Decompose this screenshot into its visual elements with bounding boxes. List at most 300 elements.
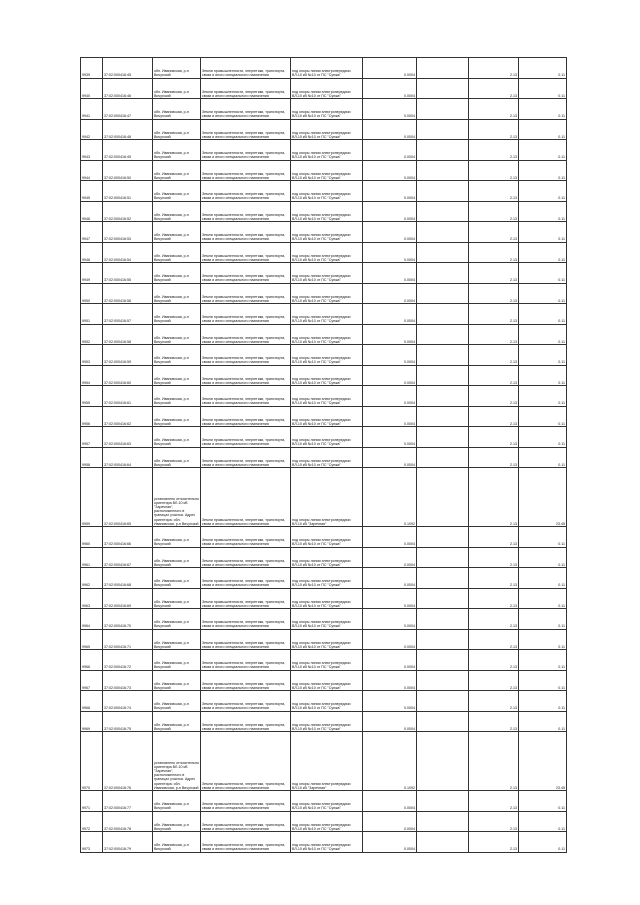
permitted-use-cell: под опоры линии электропередачи ВЛ-10 кВ №10 от ПС "Сунжа" (291, 119, 363, 140)
cadastral-number-cell: 37:02:000416:48 (103, 119, 153, 140)
cadastral-number-cell: 37:02:000416:53 (103, 222, 153, 243)
row-number-cell: 9945 (81, 181, 103, 202)
cadastral-number-cell: 37:02:000416:64 (103, 447, 153, 468)
sum-cell: 0.11 (519, 386, 567, 407)
area-cell: 0.0004 (363, 711, 417, 732)
empty-cell (417, 406, 469, 427)
rate-cell: 2.13 (469, 119, 519, 140)
table-row (81, 791, 567, 812)
row-number-cell: 9957 (81, 427, 103, 448)
area-cell: 0.0004 (363, 160, 417, 181)
empty-cell (417, 629, 469, 650)
empty-cell (417, 468, 469, 527)
rate-cell: 2.13 (469, 791, 519, 812)
land-category-cell: Земли промышленности, энергетики, транспорта, связи и иного специального назначения (201, 650, 291, 671)
permitted-use-cell: под опоры линии электропередачи ВЛ-10 кВ №10 от ПС "Сунжа" (291, 99, 363, 120)
empty-cell (417, 386, 469, 407)
empty-cell (417, 609, 469, 630)
rate-cell: 2.13 (469, 447, 519, 468)
table-row (81, 386, 567, 407)
rate-cell: 2.13 (469, 386, 519, 407)
area-cell: 0.0004 (363, 447, 417, 468)
area-cell: 0.0004 (363, 181, 417, 202)
rate-cell: 2.13 (469, 365, 519, 386)
land-category-cell: Земли промышленности, энергетики, транспорта, связи и иного специального назначения (201, 181, 291, 202)
area-cell: 0.0004 (363, 99, 417, 120)
land-category-cell: Земли промышленности, энергетики, транспорта, связи и иного специального назначения (201, 99, 291, 120)
rate-cell: 2.13 (469, 181, 519, 202)
row-number-cell: 9960 (81, 527, 103, 548)
permitted-use-cell: под опоры линии электропередачи ВЛ-10 кВ №10 от ПС "Сунжа" (291, 691, 363, 712)
address-cell: обл. Ивановская, р-н Вичугский (153, 160, 201, 181)
land-category-cell: Земли промышленности, энергетики, транспорта, связи и иного специального назначения (201, 609, 291, 630)
sum-cell: 0.11 (519, 78, 567, 99)
cadastral-number-cell: 37:02:000416:60 (103, 365, 153, 386)
land-category-cell: Земли промышленности, энергетики, транспорта, связи и иного специального назначения (201, 791, 291, 812)
land-category-cell: Земли промышленности, энергетики, транспорта, связи и иного специального назначения (201, 427, 291, 448)
empty-cell (417, 263, 469, 284)
land-category-cell: Земли промышленности, энергетики, транспорта, связи и иного специального назначения (201, 711, 291, 732)
area-cell: 0.0004 (363, 568, 417, 589)
rate-cell: 2.13 (469, 99, 519, 120)
sum-cell: 0.11 (519, 304, 567, 325)
table-row (81, 304, 567, 325)
cadastral-number-cell: 37:02:000416:45 (103, 58, 153, 79)
permitted-use-cell: под опоры линии электропередачи ВЛ-10 кВ "Заречная" (291, 732, 363, 791)
rate-cell: 2.13 (469, 568, 519, 589)
area-cell: 0.0004 (363, 283, 417, 304)
permitted-use-cell: под опоры линии электропередачи ВЛ-10 кВ №10 от ПС "Сунжа" (291, 791, 363, 812)
sum-cell: 0.11 (519, 201, 567, 222)
address-cell: обл. Ивановская, р-н Вичугский (153, 181, 201, 202)
row-number-cell: 9973 (81, 832, 103, 853)
sum-cell: 0.11 (519, 427, 567, 448)
cadastral-number-cell: 37:02:000416:67 (103, 547, 153, 568)
table-row (81, 201, 567, 222)
table-row (81, 242, 567, 263)
address-cell: обл. Ивановская, р-н Вичугский (153, 140, 201, 161)
empty-cell (417, 160, 469, 181)
table-row (81, 365, 567, 386)
permitted-use-cell: под опоры линии электропередачи ВЛ-10 кВ №10 от ПС "Сунжа" (291, 629, 363, 650)
address-cell: обл. Ивановская, р-н Вичугский (153, 99, 201, 120)
empty-cell (417, 201, 469, 222)
area-cell: 0.1092 (363, 732, 417, 791)
area-cell: 0.0004 (363, 140, 417, 161)
cadastral-number-cell: 37:02:000416:79 (103, 832, 153, 853)
permitted-use-cell: под опоры линии электропередачи ВЛ-10 кВ №10 от ПС "Сунжа" (291, 78, 363, 99)
address-cell: обл. Ивановская, р-н Вичугский (153, 691, 201, 712)
empty-cell (417, 99, 469, 120)
table-row (81, 345, 567, 366)
empty-cell (417, 691, 469, 712)
rate-cell: 2.13 (469, 201, 519, 222)
land-category-cell: Земли промышленности, энергетики, транспорта, связи и иного специального назначения (201, 527, 291, 548)
table-row (81, 283, 567, 304)
permitted-use-cell: под опоры линии электропередачи ВЛ-10 кВ №10 от ПС "Сунжа" (291, 406, 363, 427)
area-cell: 0.0004 (363, 304, 417, 325)
land-category-cell: Земли промышленности, энергетики, транспорта, связи и иного специального назначения (201, 119, 291, 140)
empty-cell (417, 547, 469, 568)
row-number-cell: 9952 (81, 324, 103, 345)
address-cell: обл. Ивановская, р-н Вичугский (153, 78, 201, 99)
empty-cell (417, 650, 469, 671)
rate-cell: 2.13 (469, 691, 519, 712)
area-cell: 0.0004 (363, 324, 417, 345)
land-category-cell: Земли промышленности, энергетики, транспорта, связи и иного специального назначения (201, 242, 291, 263)
area-cell: 0.0004 (363, 78, 417, 99)
rate-cell: 2.13 (469, 263, 519, 284)
land-category-cell: Земли промышленности, энергетики, транспорта, связи и иного специального назначения (201, 670, 291, 691)
area-cell: 0.0004 (363, 791, 417, 812)
row-number-cell: 9951 (81, 304, 103, 325)
cadastral-number-cell: 37:02:000416:70 (103, 609, 153, 630)
cadastral-number-cell: 37:02:000416:56 (103, 283, 153, 304)
sum-cell: 0.11 (519, 588, 567, 609)
land-category-cell: Земли промышленности, энергетики, транспорта, связи и иного специального назначения (201, 263, 291, 284)
sum-cell: 23.45 (519, 468, 567, 527)
row-number-cell: 9959 (81, 468, 103, 527)
sum-cell: 0.11 (519, 160, 567, 181)
table-row (81, 140, 567, 161)
empty-cell (417, 670, 469, 691)
empty-cell (417, 711, 469, 732)
rate-cell: 2.13 (469, 78, 519, 99)
permitted-use-cell: под опоры линии электропередачи ВЛ-10 кВ №10 от ПС "Сунжа" (291, 609, 363, 630)
area-cell: 0.0004 (363, 588, 417, 609)
land-category-cell: Земли промышленности, энергетики, транспорта, связи и иного специального назначения (201, 222, 291, 243)
address-cell: обл. Ивановская, р-н Вичугский (153, 670, 201, 691)
sum-cell: 0.11 (519, 670, 567, 691)
area-cell: 0.0004 (363, 263, 417, 284)
area-cell: 0.0004 (363, 406, 417, 427)
address-cell: установлено относительно ориентира ВЛ-10 кВ "Заречная", расположенного в границах участка. Адрес ориентира: обл. Ивановская, р-н Вичугский (153, 732, 201, 791)
empty-cell (417, 58, 469, 79)
permitted-use-cell: под опоры линии электропередачи ВЛ-10 кВ №10 от ПС "Сунжа" (291, 345, 363, 366)
address-cell: установлено относительно ориентира ВЛ-10 кВ "Заречная", расположенного в границах участка. Адрес ориентира: обл. Ивановская, р-н Вичугский (153, 468, 201, 527)
sum-cell: 0.11 (519, 650, 567, 671)
sum-cell: 0.11 (519, 99, 567, 120)
empty-cell (417, 365, 469, 386)
cadastral-number-cell: 37:02:000416:62 (103, 406, 153, 427)
cadastral-number-cell: 37:02:000416:63 (103, 427, 153, 448)
sum-cell: 0.11 (519, 832, 567, 853)
area-cell: 0.0004 (363, 832, 417, 853)
empty-cell (417, 527, 469, 548)
permitted-use-cell: под опоры линии электропередачи ВЛ-10 кВ №10 от ПС "Сунжа" (291, 811, 363, 832)
address-cell: обл. Ивановская, р-н Вичугский (153, 547, 201, 568)
permitted-use-cell: под опоры линии электропередачи ВЛ-10 кВ №10 от ПС "Сунжа" (291, 140, 363, 161)
address-cell: обл. Ивановская, р-н Вичугский (153, 365, 201, 386)
cadastral-number-cell: 37:02:000416:51 (103, 181, 153, 202)
address-cell: обл. Ивановская, р-н Вичугский (153, 242, 201, 263)
rate-cell: 2.13 (469, 406, 519, 427)
table-row (81, 588, 567, 609)
row-number-cell: 9941 (81, 99, 103, 120)
empty-cell (417, 732, 469, 791)
cadastral-number-cell: 37:02:000416:72 (103, 650, 153, 671)
permitted-use-cell: под опоры линии электропередачи ВЛ-10 кВ №10 от ПС "Сунжа" (291, 58, 363, 79)
table-row (81, 181, 567, 202)
address-cell: обл. Ивановская, р-н Вичугский (153, 832, 201, 853)
row-number-cell: 9961 (81, 547, 103, 568)
area-cell: 0.0004 (363, 119, 417, 140)
cadastral-number-cell: 37:02:000416:75 (103, 711, 153, 732)
table-body (81, 58, 567, 853)
registry-table (80, 57, 567, 853)
sum-cell: 0.11 (519, 283, 567, 304)
cadastral-number-cell: 37:02:000416:69 (103, 588, 153, 609)
cadastral-number-cell: 37:02:000416:73 (103, 670, 153, 691)
land-category-cell: Земли промышленности, энергетики, транспорта, связи и иного специального назначения (201, 468, 291, 527)
land-category-cell: Земли промышленности, энергетики, транспорта, связи и иного специального назначения (201, 547, 291, 568)
sum-cell: 0.11 (519, 263, 567, 284)
rate-cell: 2.13 (469, 527, 519, 548)
permitted-use-cell: под опоры линии электропередачи ВЛ-10 кВ №10 от ПС "Сунжа" (291, 160, 363, 181)
rate-cell: 2.13 (469, 283, 519, 304)
empty-cell (417, 222, 469, 243)
rate-cell: 2.13 (469, 609, 519, 630)
empty-cell (417, 791, 469, 812)
empty-cell (417, 304, 469, 325)
rate-cell: 2.13 (469, 629, 519, 650)
permitted-use-cell: под опоры линии электропередачи ВЛ-10 кВ №10 от ПС "Сунжа" (291, 447, 363, 468)
empty-cell (417, 811, 469, 832)
table-row (81, 527, 567, 548)
sum-cell: 0.11 (519, 140, 567, 161)
cadastral-number-cell: 37:02:000416:78 (103, 811, 153, 832)
land-category-cell: Земли промышленности, энергетики, транспорта, связи и иного специального назначения (201, 588, 291, 609)
cadastral-number-cell: 37:02:000416:61 (103, 386, 153, 407)
land-category-cell: Земли промышленности, энергетики, транспорта, связи и иного специального назначения (201, 283, 291, 304)
row-number-cell: 9948 (81, 242, 103, 263)
rate-cell: 2.13 (469, 547, 519, 568)
land-category-cell: Земли промышленности, энергетики, транспорта, связи и иного специального назначения (201, 345, 291, 366)
cadastral-number-cell: 37:02:000416:65 (103, 468, 153, 527)
land-category-cell: Земли промышленности, энергетики, транспорта, связи и иного специального назначения (201, 140, 291, 161)
table-row (81, 58, 567, 79)
rate-cell: 2.13 (469, 588, 519, 609)
cadastral-number-cell: 37:02:000416:68 (103, 568, 153, 589)
area-cell: 0.0004 (363, 345, 417, 366)
sum-cell: 0.11 (519, 58, 567, 79)
address-cell: обл. Ивановская, р-н Вичугский (153, 711, 201, 732)
permitted-use-cell: под опоры линии электропередачи ВЛ-10 кВ №10 от ПС "Сунжа" (291, 365, 363, 386)
row-number-cell: 9971 (81, 791, 103, 812)
address-cell: обл. Ивановская, р-н Вичугский (153, 609, 201, 630)
land-category-cell: Земли промышленности, энергетики, транспорта, связи и иного специального назначения (201, 365, 291, 386)
empty-cell (417, 119, 469, 140)
permitted-use-cell: под опоры линии электропередачи ВЛ-10 кВ №10 от ПС "Сунжа" (291, 568, 363, 589)
area-cell: 0.0004 (363, 365, 417, 386)
row-number-cell: 9946 (81, 201, 103, 222)
rate-cell: 2.13 (469, 324, 519, 345)
empty-cell (417, 324, 469, 345)
empty-cell (417, 427, 469, 448)
land-category-cell: Земли промышленности, энергетики, транспорта, связи и иного специального назначения (201, 58, 291, 79)
table-row (81, 78, 567, 99)
table-row (81, 99, 567, 120)
address-cell: обл. Ивановская, р-н Вичугский (153, 283, 201, 304)
land-category-cell: Земли промышленности, энергетики, транспорта, связи и иного специального назначения (201, 201, 291, 222)
row-number-cell: 9953 (81, 345, 103, 366)
address-cell: обл. Ивановская, р-н Вичугский (153, 324, 201, 345)
land-category-cell: Земли промышленности, энергетики, транспорта, связи и иного специального назначения (201, 568, 291, 589)
rate-cell: 2.13 (469, 670, 519, 691)
address-cell: обл. Ивановская, р-н Вичугский (153, 386, 201, 407)
table-row (81, 427, 567, 448)
cadastral-number-cell: 37:02:000416:52 (103, 201, 153, 222)
rate-cell: 2.13 (469, 222, 519, 243)
sum-cell: 0.11 (519, 447, 567, 468)
row-number-cell: 9947 (81, 222, 103, 243)
sum-cell: 0.11 (519, 365, 567, 386)
address-cell: обл. Ивановская, р-н Вичугский (153, 811, 201, 832)
table-row (81, 160, 567, 181)
address-cell: обл. Ивановская, р-н Вичугский (153, 345, 201, 366)
empty-cell (417, 832, 469, 853)
row-number-cell: 9972 (81, 811, 103, 832)
rate-cell: 2.13 (469, 304, 519, 325)
cadastral-number-cell: 37:02:000416:74 (103, 691, 153, 712)
table-row (81, 568, 567, 589)
cadastral-number-cell: 37:02:000416:77 (103, 791, 153, 812)
sum-cell: 23.45 (519, 732, 567, 791)
empty-cell (417, 140, 469, 161)
cadastral-number-cell: 37:02:000416:46 (103, 78, 153, 99)
permitted-use-cell: под опоры линии электропередачи ВЛ-10 кВ №10 от ПС "Сунжа" (291, 222, 363, 243)
sum-cell: 0.11 (519, 406, 567, 427)
table-row (81, 670, 567, 691)
sum-cell: 0.11 (519, 629, 567, 650)
address-cell: обл. Ивановская, р-н Вичугский (153, 427, 201, 448)
table-row (81, 691, 567, 712)
rate-cell: 2.13 (469, 160, 519, 181)
sum-cell: 0.11 (519, 222, 567, 243)
rate-cell: 2.13 (469, 732, 519, 791)
land-category-cell: Земли промышленности, энергетики, транспорта, связи и иного специального назначения (201, 629, 291, 650)
land-category-cell: Земли промышленности, энергетики, транспорта, связи и иного специального назначения (201, 811, 291, 832)
permitted-use-cell: под опоры линии электропередачи ВЛ-10 кВ №10 от ПС "Сунжа" (291, 711, 363, 732)
rate-cell: 2.13 (469, 427, 519, 448)
area-cell: 0.0004 (363, 629, 417, 650)
cadastral-number-cell: 37:02:000416:76 (103, 732, 153, 791)
row-number-cell: 9969 (81, 711, 103, 732)
rate-cell: 2.13 (469, 58, 519, 79)
sum-cell: 0.11 (519, 527, 567, 548)
table-row (81, 222, 567, 243)
sum-cell: 0.11 (519, 609, 567, 630)
empty-cell (417, 345, 469, 366)
land-category-cell: Земли промышленности, энергетики, транспорта, связи и иного специального назначения (201, 406, 291, 427)
area-cell: 0.0004 (363, 242, 417, 263)
table-row (81, 732, 567, 791)
table-row (81, 468, 567, 527)
rate-cell: 2.13 (469, 832, 519, 853)
cadastral-number-cell: 37:02:000416:49 (103, 140, 153, 161)
table-row (81, 629, 567, 650)
cadastral-number-cell: 37:02:000416:55 (103, 263, 153, 284)
row-number-cell: 9939 (81, 58, 103, 79)
table-row (81, 263, 567, 284)
table-row (81, 811, 567, 832)
row-number-cell: 9970 (81, 732, 103, 791)
permitted-use-cell: под опоры линии электропередачи ВЛ-10 кВ №10 от ПС "Сунжа" (291, 324, 363, 345)
land-category-cell: Земли промышленности, энергетики, транспорта, связи и иного специального назначения (201, 78, 291, 99)
address-cell: обл. Ивановская, р-н Вичугский (153, 201, 201, 222)
address-cell: обл. Ивановская, р-н Вичугский (153, 263, 201, 284)
land-category-cell: Земли промышленности, энергетики, транспорта, связи и иного специального назначения (201, 304, 291, 325)
area-cell: 0.0004 (363, 527, 417, 548)
table-row (81, 324, 567, 345)
sum-cell: 0.11 (519, 181, 567, 202)
table-row (81, 650, 567, 671)
area-cell: 0.0004 (363, 609, 417, 630)
row-number-cell: 9965 (81, 629, 103, 650)
row-number-cell: 9958 (81, 447, 103, 468)
rate-cell: 2.13 (469, 242, 519, 263)
permitted-use-cell: под опоры линии электропередачи ВЛ-10 кВ №10 от ПС "Сунжа" (291, 283, 363, 304)
sum-cell: 0.11 (519, 119, 567, 140)
address-cell: обл. Ивановская, р-н Вичугский (153, 629, 201, 650)
address-cell: обл. Ивановская, р-н Вичугский (153, 650, 201, 671)
cadastral-number-cell: 37:02:000416:59 (103, 345, 153, 366)
sum-cell: 0.11 (519, 324, 567, 345)
land-category-cell: Земли промышленности, энергетики, транспорта, связи и иного специального назначения (201, 324, 291, 345)
empty-cell (417, 568, 469, 589)
row-number-cell: 9967 (81, 670, 103, 691)
sum-cell: 0.11 (519, 791, 567, 812)
cadastral-number-cell: 37:02:000416:66 (103, 527, 153, 548)
area-cell: 0.0004 (363, 650, 417, 671)
address-cell: обл. Ивановская, р-н Вичугский (153, 304, 201, 325)
permitted-use-cell: под опоры линии электропередачи ВЛ-10 кВ №10 от ПС "Сунжа" (291, 386, 363, 407)
area-cell: 0.0004 (363, 811, 417, 832)
rate-cell: 2.13 (469, 811, 519, 832)
sum-cell: 0.11 (519, 568, 567, 589)
row-number-cell: 9942 (81, 119, 103, 140)
empty-cell (417, 181, 469, 202)
area-cell: 0.0004 (363, 386, 417, 407)
row-number-cell: 9968 (81, 691, 103, 712)
area-cell: 0.0004 (363, 670, 417, 691)
row-number-cell: 9956 (81, 406, 103, 427)
address-cell: обл. Ивановская, р-н Вичугский (153, 588, 201, 609)
address-cell: обл. Ивановская, р-н Вичугский (153, 568, 201, 589)
row-number-cell: 9962 (81, 568, 103, 589)
land-category-cell: Земли промышленности, энергетики, транспорта, связи и иного специального назначения (201, 691, 291, 712)
permitted-use-cell: под опоры линии электропередачи ВЛ-10 кВ №10 от ПС "Сунжа" (291, 527, 363, 548)
sum-cell: 0.11 (519, 691, 567, 712)
permitted-use-cell: под опоры линии электропередачи ВЛ-10 кВ №10 от ПС "Сунжа" (291, 588, 363, 609)
permitted-use-cell: под опоры линии электропередачи ВЛ-10 кВ №10 от ПС "Сунжа" (291, 832, 363, 853)
address-cell: обл. Ивановская, р-н Вичугский (153, 119, 201, 140)
table-row (81, 832, 567, 853)
sum-cell: 0.11 (519, 547, 567, 568)
address-cell: обл. Ивановская, р-н Вичугский (153, 791, 201, 812)
area-cell: 0.0004 (363, 201, 417, 222)
empty-cell (417, 283, 469, 304)
area-cell: 0.0004 (363, 547, 417, 568)
table-row (81, 447, 567, 468)
empty-cell (417, 242, 469, 263)
address-cell: обл. Ивановская, р-н Вичугский (153, 527, 201, 548)
table-row (81, 711, 567, 732)
rate-cell: 2.13 (469, 345, 519, 366)
row-number-cell: 9940 (81, 78, 103, 99)
cadastral-number-cell: 37:02:000416:57 (103, 304, 153, 325)
row-number-cell: 9964 (81, 609, 103, 630)
